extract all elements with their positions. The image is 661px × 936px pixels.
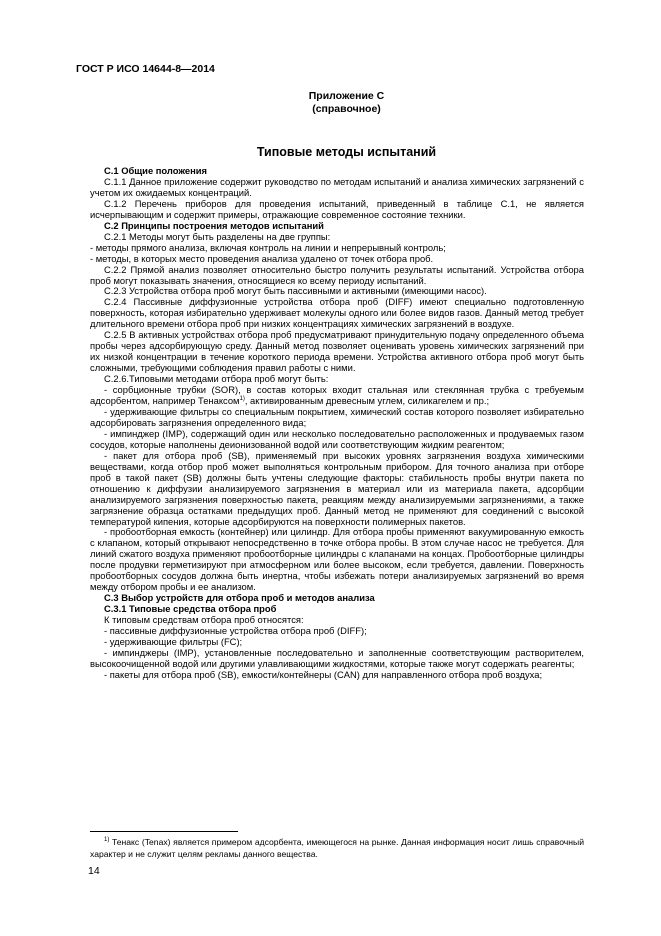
- list-item-c2-6a: [90, 385, 584, 407]
- list-item-c2-6d: - пакет для отбора проб (SB), применяемый при высоких уровнях загрязнения воздуха химическими веществами, когда отбор проб может выполняться контрольным прибором. Для точного анализа при отборе проб в такой пакет (SB) должны быть учтены следующие факторы: стабильность пробы внутри пакета по отношению к диффузии анализируемого загрязнения в материал или из материала пакета, адсорбции анализируемого загрязнения поверхностью пакета, реакциям между анализируемыми загрязнениями, а также загрязнение образца остатками предыдущих проб. Данный метод не применяют для соединений с высокой температурой кипения, которые адсорбируются на поверхности полимерных пакетов.: [90, 449, 584, 527]
- list-item-c2-6b: - удерживающие фильтры со специальным покрытием, химический состав которого позволяет избирательно адсорбировать загрязнения определенного вида;: [90, 405, 584, 428]
- annex-kind: (справочное): [312, 103, 381, 115]
- paragraph-c3-1: К типовым средствам отбора проб относятся:: [104, 614, 304, 626]
- footnote-ref: 1): [239, 395, 245, 402]
- list-item-c2-6a-text-end: , активированным древесным углем, силикагелем и пр.;: [244, 395, 490, 407]
- section-heading-c1: С.1 Общие положения: [104, 165, 207, 176]
- body-text: [90, 166, 584, 681]
- paragraph-c2-1: С.2.1 Методы могут быть разделены на две группы:: [104, 230, 331, 242]
- footnote-text: [90, 837, 584, 860]
- list-item-c2-6a-text: - сорбционные трубки (SOR), в состав которых входит стальная или стеклянная трубка с требуемым адсорбентом, например Тенаксом: [90, 384, 584, 407]
- footnote-marker: 1): [104, 837, 110, 844]
- section-heading-c2: С.2 Принципы построения методов испытаний: [104, 219, 324, 231]
- running-header: ГОСТ Р ИСО 14644-8—2014: [76, 63, 215, 75]
- list-item-c3-1d: - пакеты для отбора проб (SB), емкости/контейнеры (CAN) для направленного отбора проб воздуха;: [104, 668, 543, 680]
- paragraph-c1-2: С.1.2 Перечень приборов для проведения испытаний, приведенный в таблице С.1, не является исчерпывающим и содержит примеры, отражающие современное состояние техники.: [90, 197, 584, 220]
- list-item-c2-1a: - методы прямого анализа, включая контроль на линии и непрерывный контроль;: [90, 241, 446, 253]
- paragraph-c1-1: С.1.1 Данное приложение содержит руководство по методам испытаний и анализа химических загрязнений с учетом их ожидаемых концентраций.: [90, 175, 584, 198]
- section-heading-c3: С.3 Выбор устройств для отбора проб и методов анализа: [104, 592, 375, 604]
- list-item-c3-1c: - импинджеры (IMP), установленные последовательно и заполненные соответствующим растворителем, высокоочищенной водой или другими улавливающими жидкостями, которые также могут содержать реагенты;: [90, 646, 584, 669]
- footnote-separator: [90, 831, 238, 832]
- annex-label: Приложение С: [308, 90, 385, 102]
- paragraph-c2-5: С.2.5 В активных устройствах отбора проб предусматривают принудительную подачу определенного объема пробы через адсорбирующую среду. Данный метод позволяет оценивать уровень химических загрязнений при их низкой концентрации в течение короткого периода времени. Устройства активного отбора проб могут быть сложными, требующими соблюдения правил работы с ними.: [90, 329, 584, 374]
- list-item-c2-6e: - пробоотборная емкость (контейнер) или цилиндр. Для отбора пробы применяют вакуумированную емкость с клапаном, который открывают непосредственно в точке отбора пробы. В этом случае насос не требуется. Для линий сжатого воздуха применяют пробоотборные цилиндры с клапанами на концах. Пробоотборные цилиндры после продувки герметизируют при атмосферном или более высоком, если требуется, давлении. Поверхность пробоотборных сосудов должна быть инертна, чтобы избежать потери анализируемых загрязнений во время между отбором пробы и ее анализом.: [90, 526, 584, 593]
- list-item-c2-6c: - импинджер (IMP), содержащий один или несколько последовательно расположенных и продуваемых газом сосудов, которые наполнены деионизованной водой или соответствующим жидким реагентом;: [90, 427, 584, 450]
- paragraph-c2-2: С.2.2 Прямой анализ позволяет относительно быстро получить результаты испытаний. Устройства отбора проб могут показывать значения, относящиеся ко всему периоду испытаний.: [90, 263, 584, 286]
- paragraph-c2-4: С.2.4 Пассивные диффузионные устройства отбора проб (DIFF) имеют специально подготовленную поверхность, которая избирательно удерживает молекулы одного или более видов газов. Данный метод требует длительного времени отбора проб при низких концентрациях химических загрязнений в воздухе.: [90, 296, 584, 330]
- list-item-c3-1b: - удерживающие фильтры (FC);: [104, 635, 243, 647]
- paragraph-c2-3: С.2.3 Устройства отбора проб могут быть пассивными и активными (имеющими насос).: [104, 285, 487, 297]
- page-number: 14: [88, 865, 100, 877]
- list-item-c2-1b: - методы, в которых место проведения анализа удалено от точек отбора проб.: [90, 252, 434, 264]
- subsection-heading-c3-1: С.3.1 Типовые средства отбора проб: [104, 603, 277, 615]
- list-item-c3-1a: - пассивные диффузионные устройства отбора проб (DIFF);: [104, 625, 367, 637]
- page-title: Типовые методы испытаний: [256, 145, 437, 159]
- footnote-body: Тенакс (Tenax) является примером адсорбента, имеющегося на рынке. Данная информация носит лишь справочный характер и не служит целям рекламы данного вещества.: [90, 837, 584, 859]
- footnote: [90, 837, 584, 860]
- paragraph-c2-6: С.2.6.Типовыми методами отбора проб могут быть:: [104, 373, 329, 385]
